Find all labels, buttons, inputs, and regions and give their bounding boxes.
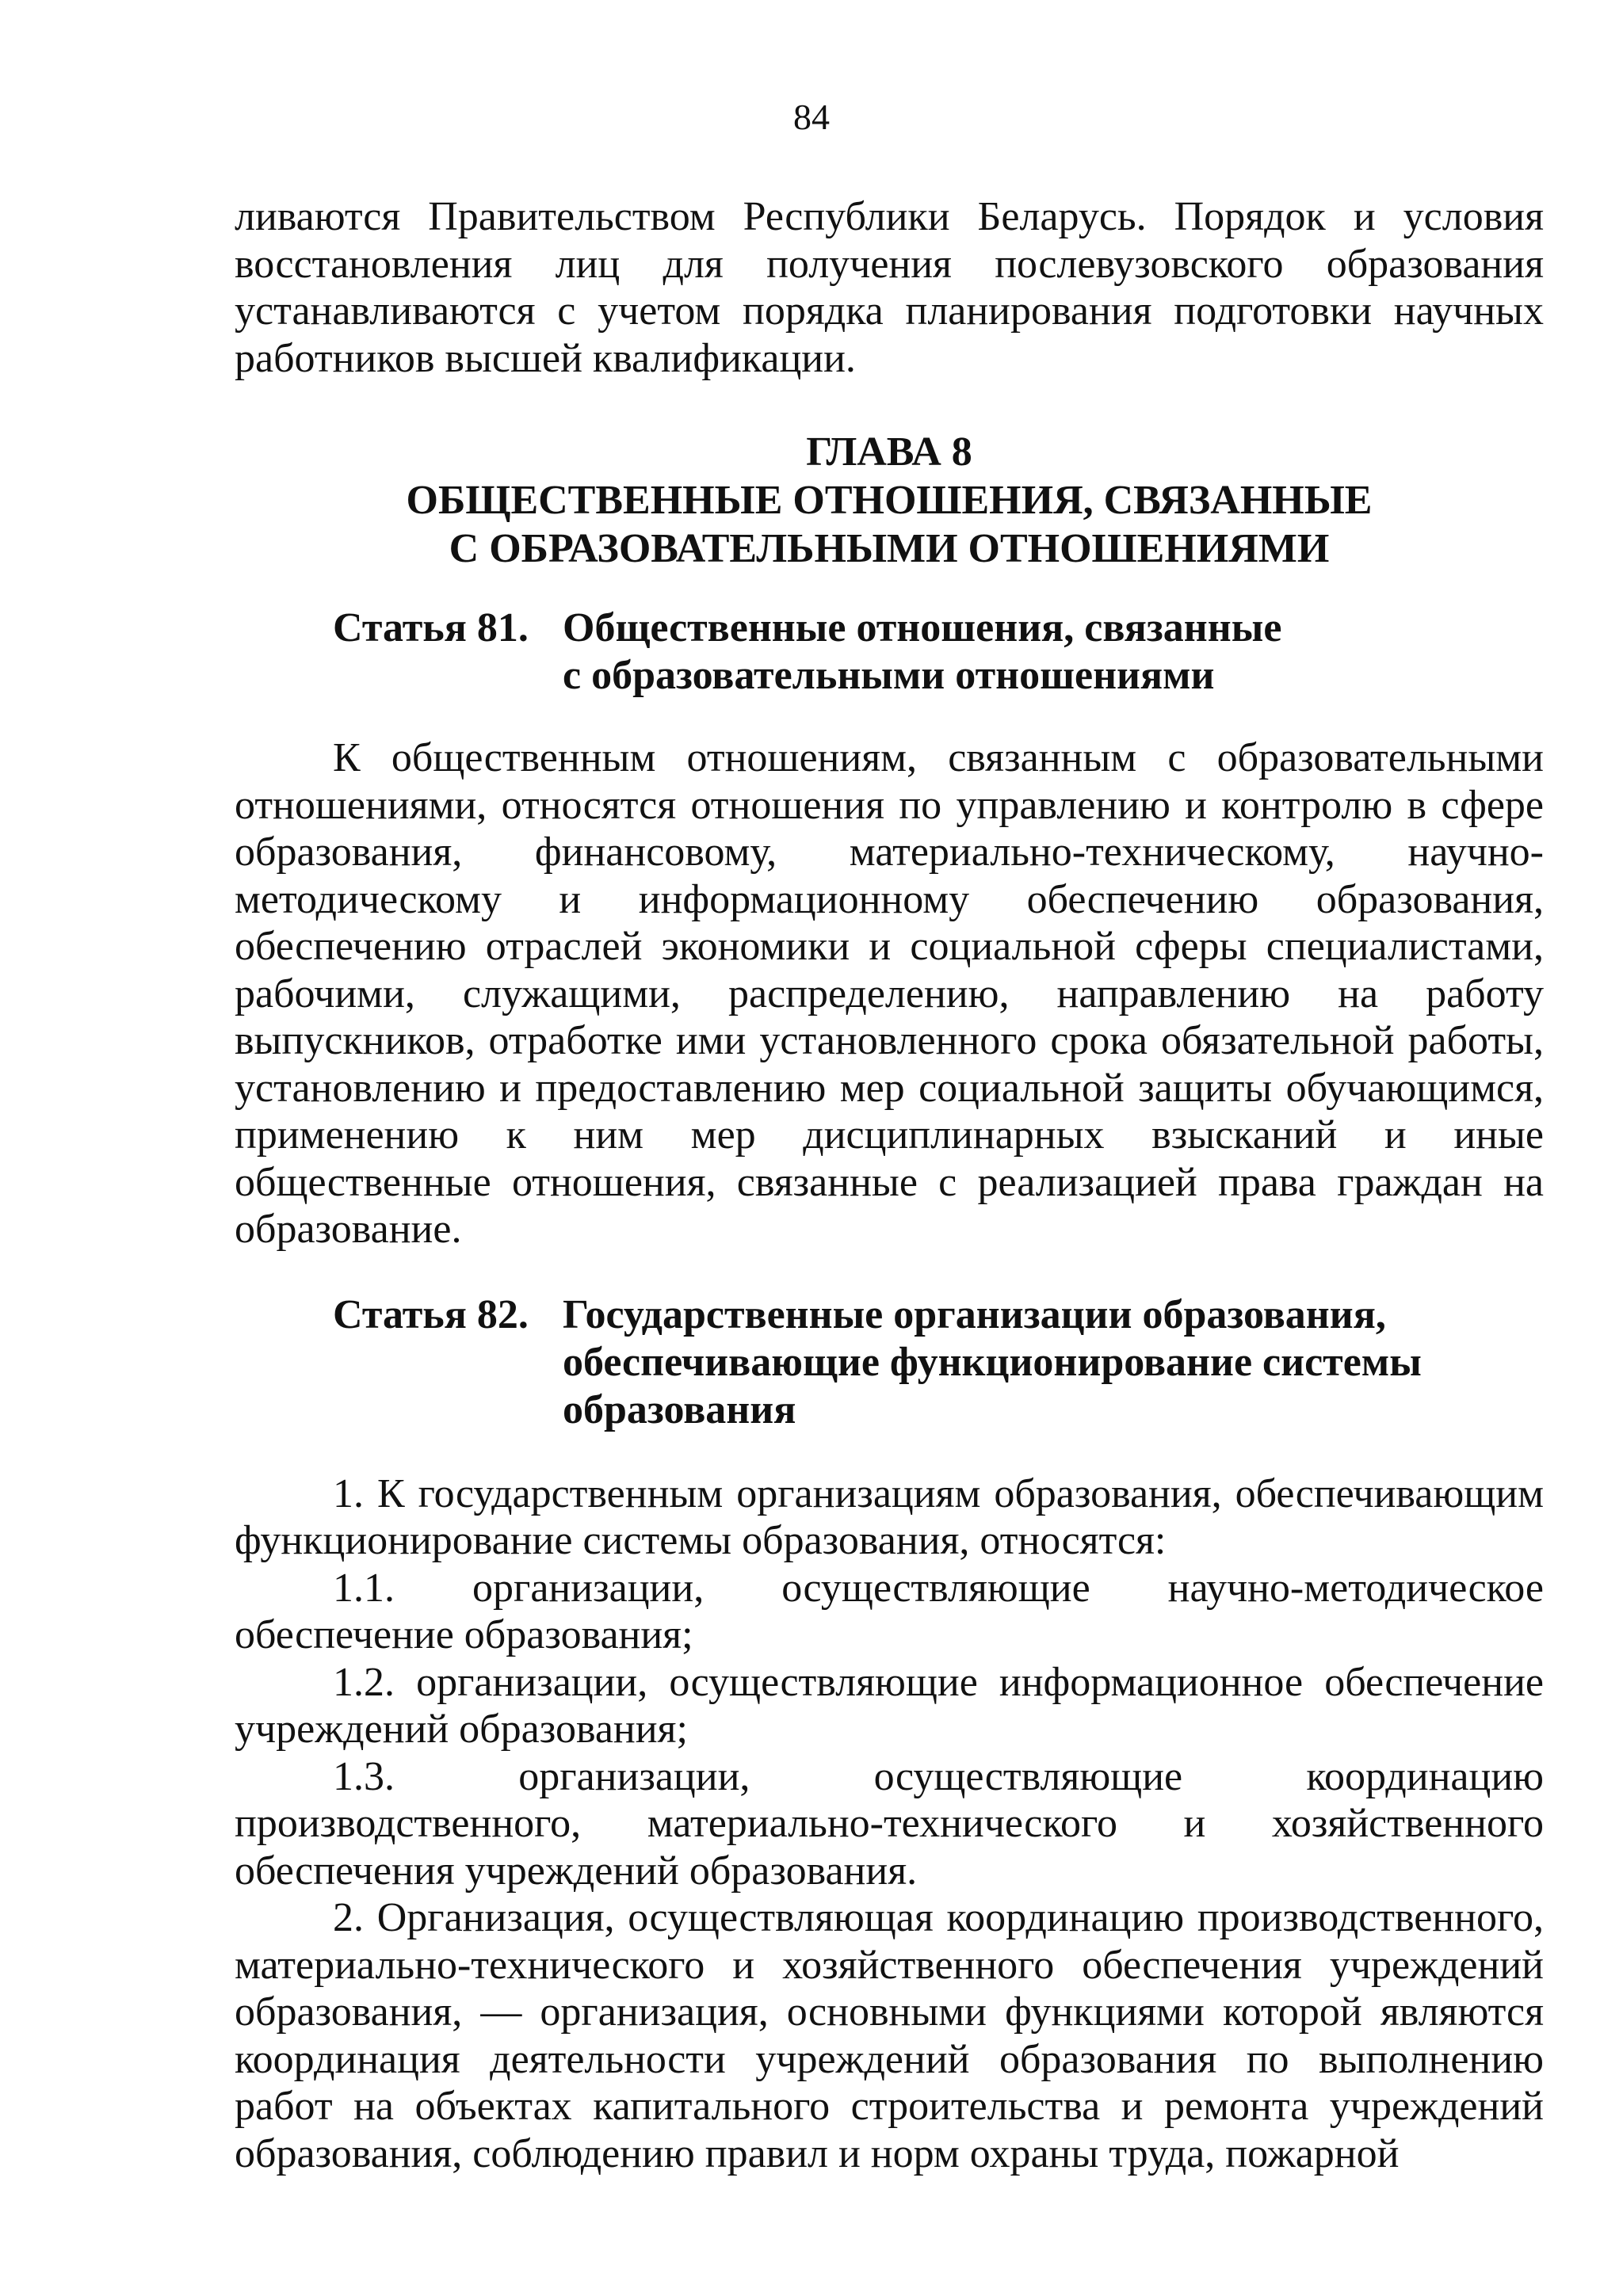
chapter-heading [235, 428, 1544, 573]
article-82-paragraph-1: 1. К государственным организациям образования, обеспечивающим функционирование системы образования, относятся: [235, 1470, 1544, 1563]
chapter-title-line2: С ОБРАЗОВАТЕЛЬНЫМИ ОТНОШЕНИЯМИ [449, 526, 1330, 571]
chapter-title-line1: ОБЩЕСТВЕННЫЕ ОТНОШЕНИЯ, СВЯЗАННЫЕ [406, 478, 1373, 523]
document-body [235, 193, 1544, 2177]
article-81-paragraph: К общественным отношениям, связанным с образовательными отношениями, относятся отношения по управлению и контролю в сфере образования, финансовому, материально-техническому, научно-методическому и информационному обеспечению образования, обеспечению отраслей экономики и социальной сферы специалистами, рабочими, служащими, распределению, направлению на работу выпускников, отработке ими установленного срока обязательной работы, установлению и предоставлению мер социальной защиты обучающимся, применению к ним мер дисциплинарных взысканий и иные общественные отношения, связанные с реализацией права граждан на образование. [235, 735, 1544, 1252]
chapter-label: ГЛАВА 8 [806, 429, 972, 475]
article-81-title-line1: Общественные отношения, связанные [563, 605, 1282, 650]
article-81-number: Статья 81. [333, 605, 529, 650]
article-82-title-line3: образования [563, 1386, 796, 1432]
article-82-paragraph-1-2: 1.2. организации, осуществляющие информационное обеспечение учреждений образования; [235, 1659, 1544, 1752]
article-82-paragraph-2: 2. Организация, осуществляющая координацию производственного, материально-технического и хозяйственного обеспечения учреждений образования, — организация, основными функциями которой являются координация деятельности учреждений образования по выполнению работ на объектах капитального строительства и ремонта учреждений образования, соблюдению правил и норм охраны труда, пожарной [235, 1895, 1544, 2176]
article-82-title-line2: обеспечивающие функционирование системы [563, 1339, 1422, 1385]
article-82-title [563, 1291, 1544, 1434]
article-82-paragraph-1-3: 1.3. организации, осуществляющие координацию производственного, материально-технического и хозяйственного обеспечения учреждений образования. [235, 1753, 1544, 1894]
article-82-title-line1: Государственные организации образования, [563, 1291, 1386, 1337]
intro-paragraph: ливаются Правительством Республики Беларусь. Порядок и условия восстановления лиц для получения послевузовского образования устанавливаются с учетом порядка планирования подготовки научных работников высшей квалификации. [235, 194, 1544, 381]
article-81-title-line2: с образовательными отношениями [563, 653, 1215, 698]
article-81-heading [333, 605, 1544, 700]
article-82-heading [333, 1291, 1544, 1434]
article-81-title [563, 605, 1544, 700]
article-82-number: Статья 82. [333, 1291, 529, 1337]
page-number: 84 [793, 97, 830, 137]
article-82-paragraph-1-1: 1.1. организации, осуществляющие научно-методическое обеспечение образования; [235, 1565, 1544, 1657]
